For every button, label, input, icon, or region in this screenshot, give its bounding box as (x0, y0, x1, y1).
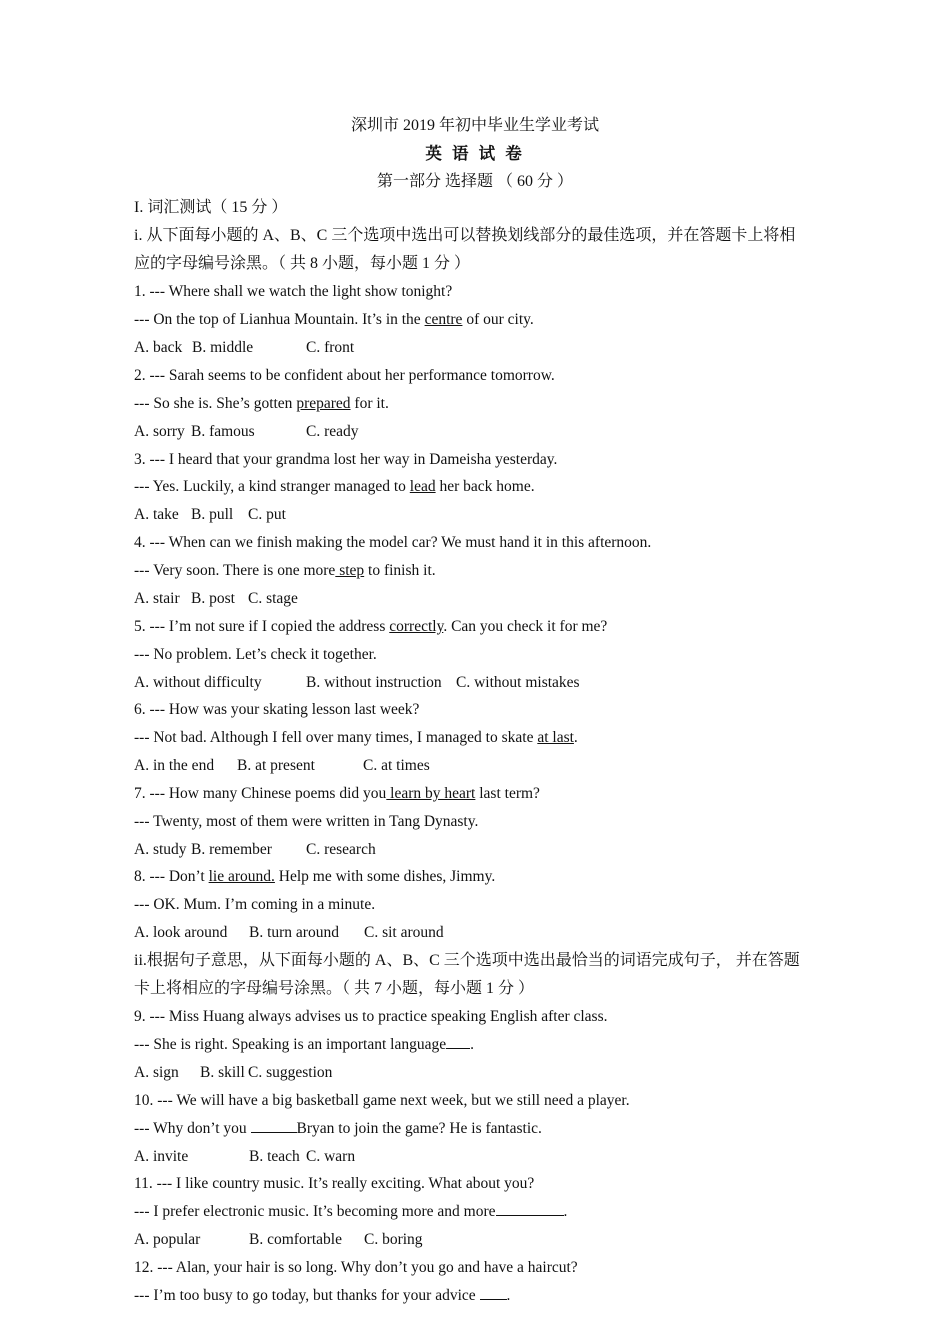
option-c: C. warn (306, 1148, 356, 1165)
option-a: A. study (134, 841, 187, 858)
option-c: C. ready (306, 423, 359, 440)
options-5 (134, 673, 580, 693)
option-b: B. pull (191, 506, 234, 523)
question-2: 2. --- Sarah seems to be confident about her performance tomorrow. (134, 367, 555, 384)
answer-8: --- OK. Mum. I’m coming in a minute. (134, 896, 376, 913)
answer-1: --- On the top of Lianhua Mountain. It’s in the centre of our city. (134, 311, 534, 328)
option-a: A. sorry (134, 423, 185, 440)
option-b: B. at present (237, 757, 315, 774)
option-a: A. look around (134, 924, 228, 941)
option-a: A. popular (134, 1231, 201, 1248)
answer-3: --- Yes. Luckily, a kind stranger managed to lead her back home. (134, 478, 535, 495)
option-a: A. in the end (134, 757, 215, 774)
section2-instructions-line1: ii.根据句子意思，从下面每小题的 A、B、C 三个选项中选出最恰当的词语完成句子， 并在答题 (134, 952, 800, 969)
answer-11: --- I prefer electronic music. It’s becoming more and more . (134, 1203, 568, 1220)
option-b: B. middle (192, 339, 254, 356)
section1-heading: I. 词汇测试（ 15 分 ） (134, 199, 288, 216)
underlined-word: step (335, 562, 365, 579)
option-a: A. take (134, 506, 179, 523)
question-8: 8. --- Don’t lie around. Help me with some dishes, Jimmy. (134, 868, 496, 885)
options-4 (134, 589, 298, 609)
option-c: C. sit around (364, 924, 444, 941)
options-2 (134, 422, 359, 442)
part-title: 第一部分 选择题 （ 60 分 ） (376, 173, 573, 190)
option-a: A. back (134, 339, 183, 356)
option-c: C. front (306, 339, 355, 356)
answer-4: --- Very soon. There is one more step to finish it. (134, 562, 436, 579)
option-b: B. remember (191, 841, 272, 858)
option-a: A. without difficulty (134, 674, 262, 691)
option-a: A. sign (134, 1064, 179, 1081)
question-11: 11. --- I like country music. It’s really exciting. What about you? (134, 1175, 535, 1192)
underlined-word: at last (537, 729, 574, 746)
option-b: B. post (191, 590, 235, 607)
underlined-word: centre (424, 311, 463, 328)
question-9: 9. --- Miss Huang always advises us to practice speaking English after class. (134, 1008, 608, 1025)
options-8 (134, 923, 444, 943)
option-c: C. research (306, 841, 376, 858)
option-b: B. famous (191, 423, 255, 440)
options-1 (134, 338, 354, 358)
option-a: A. invite (134, 1148, 189, 1165)
answer-6: --- Not bad. Although I fell over many times, I managed to skate at last. (134, 729, 578, 746)
question-1: 1. --- Where shall we watch the light show tonight? (134, 283, 453, 300)
question-5: 5. --- I’m not sure if I copied the address correctly. Can you check it for me? (134, 618, 608, 635)
option-c: C. at times (363, 757, 430, 774)
question-3: 3. --- I heard that your grandma lost her way in Dameisha yesterday. (134, 451, 558, 468)
underlined-word: lead (409, 478, 436, 495)
answer-10: --- Why don’t you Bryan to join the game? He is fantastic. (134, 1120, 542, 1137)
underlined-word: lie around. (208, 868, 275, 885)
underlined-word: prepared (296, 395, 351, 412)
exam-title: 深圳市 2019 年初中毕业生学业考试 (350, 117, 599, 134)
subject-title: 英 语 试 卷 (425, 144, 525, 163)
option-c: C. suggestion (248, 1064, 333, 1081)
option-a: A. stair (134, 590, 180, 607)
question-4: 4. --- When can we finish making the model car? We must hand it in this afternoon. (134, 534, 652, 551)
section1-instructions-line1: i. 从下面每小题的 A、B、C 三个选项中选出可以替换划线部分的最佳选项，并在答题卡上将相 (134, 227, 796, 244)
option-b: B. comfortable (249, 1231, 342, 1248)
answer-12: --- I’m too busy to go today, but thanks for your advice . (134, 1287, 511, 1304)
section1-instructions-line2: 应的字母编号涂黑。（ 共 8 小题，每小题 1 分 ） (134, 255, 471, 272)
options-9 (134, 1063, 332, 1083)
answer-9: --- She is right. Speaking is an important language . (134, 1036, 474, 1053)
question-12: 12. --- Alan, your hair is so long. Why don’t you go and have a haircut? (134, 1259, 578, 1276)
answer-blank (496, 1202, 564, 1216)
options-3 (134, 505, 286, 525)
option-b: B. skill (200, 1064, 245, 1081)
answer-blank (446, 1035, 470, 1049)
option-c: C. without mistakes (456, 674, 580, 691)
option-b: B. without instruction (306, 674, 442, 691)
options-11 (134, 1230, 423, 1250)
options-7 (134, 840, 376, 860)
question-6: 6. --- How was your skating lesson last week? (134, 701, 420, 718)
underlined-word: correctly (389, 618, 444, 635)
underlined-word: learn by heart (386, 785, 476, 802)
option-b: B. turn around (249, 924, 339, 941)
option-b: B. teach (249, 1148, 300, 1165)
option-c: C. stage (248, 590, 298, 607)
answer-blank (480, 1286, 507, 1300)
answer-blank (251, 1119, 297, 1133)
options-10 (134, 1147, 355, 1167)
option-c: C. put (248, 506, 286, 523)
question-7: 7. --- How many Chinese poems did you learn by heart last term? (134, 785, 540, 802)
options-6 (134, 756, 430, 776)
answer-7: --- Twenty, most of them were written in Tang Dynasty. (134, 813, 479, 830)
section2-instructions-line2: 卡上将相应的字母编号涂黑。（ 共 7 小题，每小题 1 分 ） (134, 980, 535, 997)
question-10: 10. --- We will have a big basketball game next week, but we still need a player. (134, 1092, 630, 1109)
answer-5: --- No problem. Let’s check it together. (134, 646, 377, 663)
option-c: C. boring (364, 1231, 423, 1248)
answer-2: --- So she is. She’s gotten prepared for it. (134, 395, 389, 412)
